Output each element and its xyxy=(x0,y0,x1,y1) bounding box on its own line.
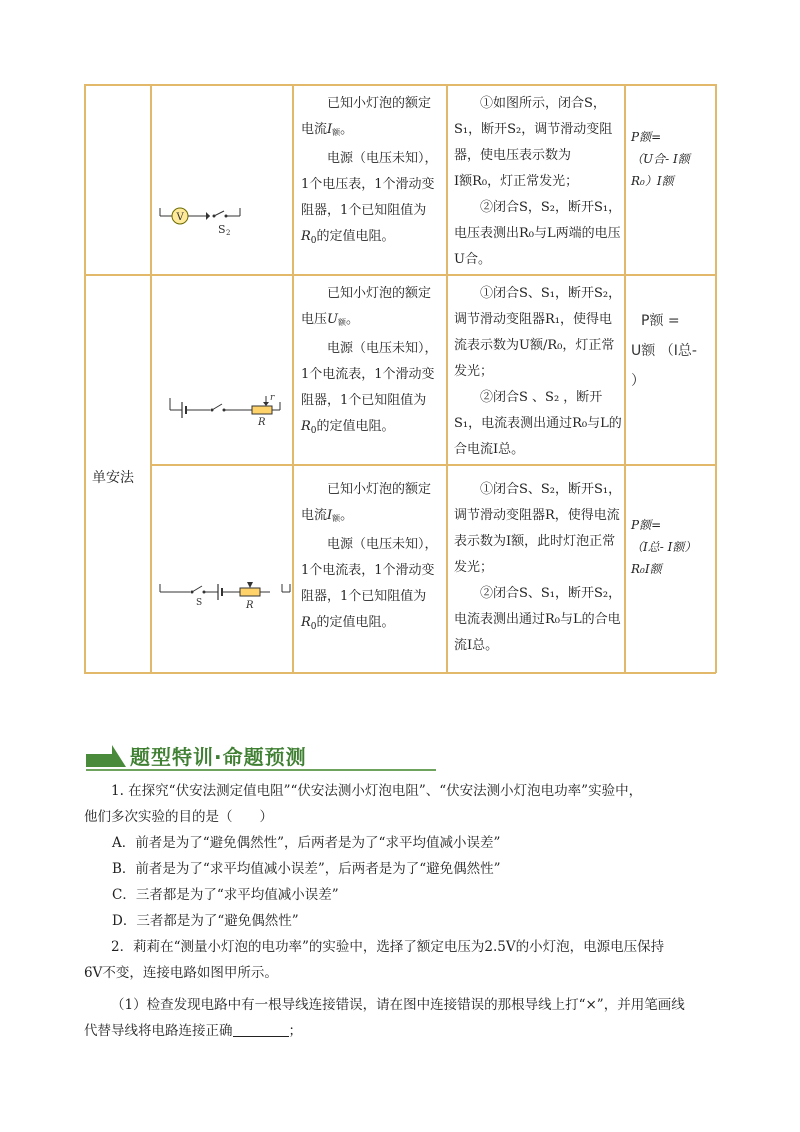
step-text: ②闭合S、S₁，断开S₂，电流表测出通过R₀与L的合电流I总。 xyxy=(454,586,622,653)
method-label: 单安法 xyxy=(92,470,134,486)
condition-text: 已知小灯泡的额定电流 xyxy=(301,96,432,137)
question-stem: 他们多次实验的目的是（ ） xyxy=(84,809,273,825)
answer-blank[interactable] xyxy=(233,1022,289,1037)
option-d: D．三者都是为了“避免偶然性” xyxy=(112,913,299,929)
switch-label: S xyxy=(218,223,226,236)
steps-cell xyxy=(454,91,622,273)
question-stem: 6V不变，连接电路如图甲所示。 xyxy=(84,965,278,981)
condition-cell xyxy=(301,477,441,640)
condition-text: 电源（电压未知），1个电流表，1个滑动变阻器，1个已知阻值为 xyxy=(301,341,438,408)
step-text: I额R₀，灯正常发光； xyxy=(454,174,579,189)
sub-question-1: （1）检查发现电路中有一根导线连接错误，请在图中连接错误的那根导线上打“×”，并用笔画线 xyxy=(111,997,685,1013)
circuit-diagram-voltmeter xyxy=(158,202,258,236)
slider-label: r xyxy=(270,393,275,403)
banner-underline xyxy=(86,769,436,771)
formula-line: R₀I额 xyxy=(631,562,662,576)
var-U: U xyxy=(327,312,338,327)
section-banner xyxy=(86,741,436,771)
var-I: I xyxy=(327,508,333,523)
question-stem: 2．莉莉在“测量小灯泡的电功率”的实验中，选择了额定电压为2.5V的小灯泡，电源电压保持 xyxy=(111,939,665,955)
banner-bar-decoration xyxy=(86,754,112,767)
step-text: ②闭合S，S₂，断开S₁，电压表测出R₀与L两端的电压U合。 xyxy=(454,200,622,267)
formula-line: P额= xyxy=(631,130,662,144)
formula-cell xyxy=(631,306,711,396)
var-sub: 额 xyxy=(332,128,341,137)
condition-text: 电源（电压未知），1个电压表，1个滑动变阻器，1个已知阻值为 xyxy=(301,151,438,218)
formula-cell xyxy=(631,514,711,580)
punct: 。 xyxy=(345,312,359,327)
option-b: B．前者是为了“求平均值减小误差”，后两者是为了“避免偶然性” xyxy=(112,861,501,877)
table-border-left xyxy=(84,84,86,673)
circuit-diagram-rheostat-2 xyxy=(158,578,298,612)
question-2 xyxy=(84,934,724,1044)
circuit-diagram-rheostat xyxy=(168,392,288,426)
formula-cell xyxy=(631,126,711,192)
condition-cell xyxy=(301,91,441,254)
var-sub: 额 xyxy=(332,514,341,523)
step-text: ②闭合S 、S₂ ，断开S₁，电流表测出通过R₀与L的合电流I总。 xyxy=(454,390,622,457)
table-border-right xyxy=(715,84,717,673)
question-1 xyxy=(84,778,724,934)
resistor-label: R xyxy=(258,417,266,428)
step-text: ①闭合S、S₁，断开S₂，调节滑动变阻器R₁，使得电流表示数为U额/R₀，灯正常发光； xyxy=(454,286,622,379)
resistor-label: R xyxy=(246,600,254,611)
table-divider-4 xyxy=(624,84,626,673)
section-title: 题型特训·命题预测 xyxy=(130,745,307,769)
var-sub: 0 xyxy=(310,622,317,632)
step-text: ①如图所示，闭合S，S₁，断开S₂，调节滑动变阻器，使电压表示数为 xyxy=(454,96,613,163)
steps-cell xyxy=(454,281,622,463)
punct: 。 xyxy=(340,122,354,137)
var-sub: 0 xyxy=(310,426,317,436)
var-sub: 0 xyxy=(310,236,317,246)
step-text: ①闭合S、S₂，断开S₁，调节滑动变阻器R，使得电流表示数为I额，此时灯泡正常发光； xyxy=(454,482,622,575)
table-row-divider-1 xyxy=(84,274,716,276)
method-table xyxy=(84,84,716,673)
table-divider-3 xyxy=(446,84,448,673)
condition-text: 的定值电阻。 xyxy=(316,419,395,434)
sub-question-1-cont: 代替导线将电路连接正确 xyxy=(84,1023,233,1039)
condition-text: 的定值电阻。 xyxy=(316,229,395,244)
option-c: C．三者都是为了“求平均值减小误差” xyxy=(112,887,339,903)
condition-text: 已知小灯泡的额定电压 xyxy=(301,286,432,327)
formula-line: P额= xyxy=(631,518,662,532)
var-R: R xyxy=(301,229,311,244)
question-stem: 1. 在探究“伏安法测定值电阻”“伏安法测小灯泡电阻”、“伏安法测小灯泡电功率”实验中， xyxy=(111,783,643,799)
formula-line: ） xyxy=(631,373,645,389)
punct: ； xyxy=(288,1023,302,1039)
var-R: R xyxy=(301,615,311,630)
punct: 。 xyxy=(340,508,354,523)
formula-line: P额 = xyxy=(641,313,680,329)
steps-cell xyxy=(454,477,622,659)
table-divider-1 xyxy=(150,84,152,673)
switch-label: S xyxy=(196,598,203,608)
var-I: I xyxy=(327,122,333,137)
condition-text: 已知小灯泡的额定电流 xyxy=(301,482,432,523)
switch-subscript: 2 xyxy=(226,229,231,237)
formula-line: （U合- I额 xyxy=(631,152,690,166)
banner-triangle-decoration xyxy=(112,745,126,767)
condition-text: 电源（电压未知），1个电流表，1个滑动变阻器，1个已知阻值为 xyxy=(301,537,438,604)
var-R: R xyxy=(301,419,311,434)
table-border-bottom xyxy=(84,672,716,674)
option-a: A．前者是为了“避免偶然性”，后两者是为了“求平均值减小误差” xyxy=(112,835,501,851)
table-row-divider-2 xyxy=(150,464,716,466)
condition-text: 的定值电阻。 xyxy=(316,615,395,630)
formula-line: R₀）I额 xyxy=(631,174,674,188)
table-border-top xyxy=(84,84,716,86)
voltmeter-symbol: V xyxy=(176,212,184,223)
formula-line: （I总- I额） xyxy=(631,540,697,554)
condition-cell xyxy=(301,281,441,444)
formula-line: U额 （I总- xyxy=(631,343,697,359)
var-sub: 额 xyxy=(337,318,346,327)
